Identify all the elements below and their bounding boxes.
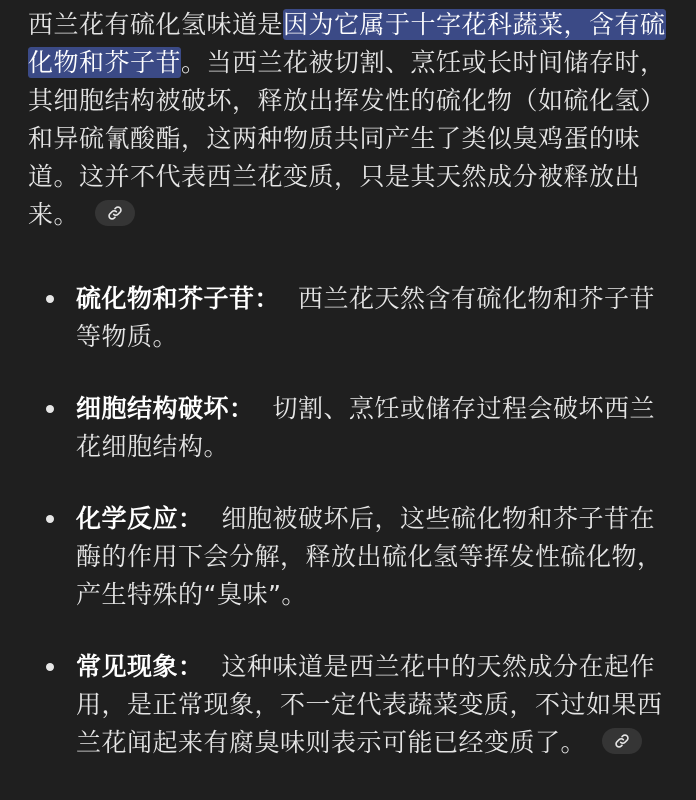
highlighted-text[interactable]: 因为它属于十字花科蔬菜，含有硫化物和芥子苷 — [28, 10, 666, 77]
bullet-dot — [46, 515, 54, 523]
bullet-list — [28, 280, 670, 762]
bullet-term: 常见现象： — [76, 652, 204, 681]
bullet-term: 硫化物和芥子苷： — [76, 284, 281, 313]
bullet-text: 细胞被破坏后，这些硫化物和芥子苷在酶的作用下会分解，释放出硫化氢等挥发性硫化物，产生特殊的“臭味”。 — [76, 504, 663, 609]
link-icon — [107, 205, 123, 221]
list-item — [28, 280, 670, 356]
bullet-term: 细胞结构破坏： — [76, 394, 255, 423]
source-link-button[interactable] — [602, 728, 642, 754]
bullet-text: 切割、烹饪或储存过程会破坏西兰花细胞结构。 — [76, 394, 656, 461]
bullet-text: 这种味道是西兰花中的天然成分在起作用，是正常现象，不一定代表蔬菜变质，不过如果西兰花闻起来有腐臭味则表示可能已经变质了。 — [76, 652, 663, 757]
list-item — [28, 500, 670, 614]
bullet-dot — [46, 295, 54, 303]
list-item — [28, 648, 670, 762]
source-link-button[interactable] — [95, 200, 135, 226]
link-icon — [614, 733, 630, 749]
bullet-text: 西兰花天然含有硫化物和芥子苷等物质。 — [76, 284, 656, 351]
intro-paragraph — [28, 6, 670, 234]
intro-lead: 西兰花有硫化氢味道是 — [28, 10, 284, 39]
list-item — [28, 390, 670, 466]
bullet-term: 化学反应： — [76, 504, 204, 533]
bullet-dot — [46, 663, 54, 671]
intro-rest: 。当西兰花被切割、烹饪或长时间储存时，其细胞结构被破坏，释放出挥发性的硫化物（如硫化氢）和异硫氰酸酯，这两种物质共同产生了类似臭鸡蛋的味道。这并不代表西兰花变质，只是其天然成分被释放出来。 — [28, 48, 666, 229]
bullet-dot — [46, 405, 54, 413]
